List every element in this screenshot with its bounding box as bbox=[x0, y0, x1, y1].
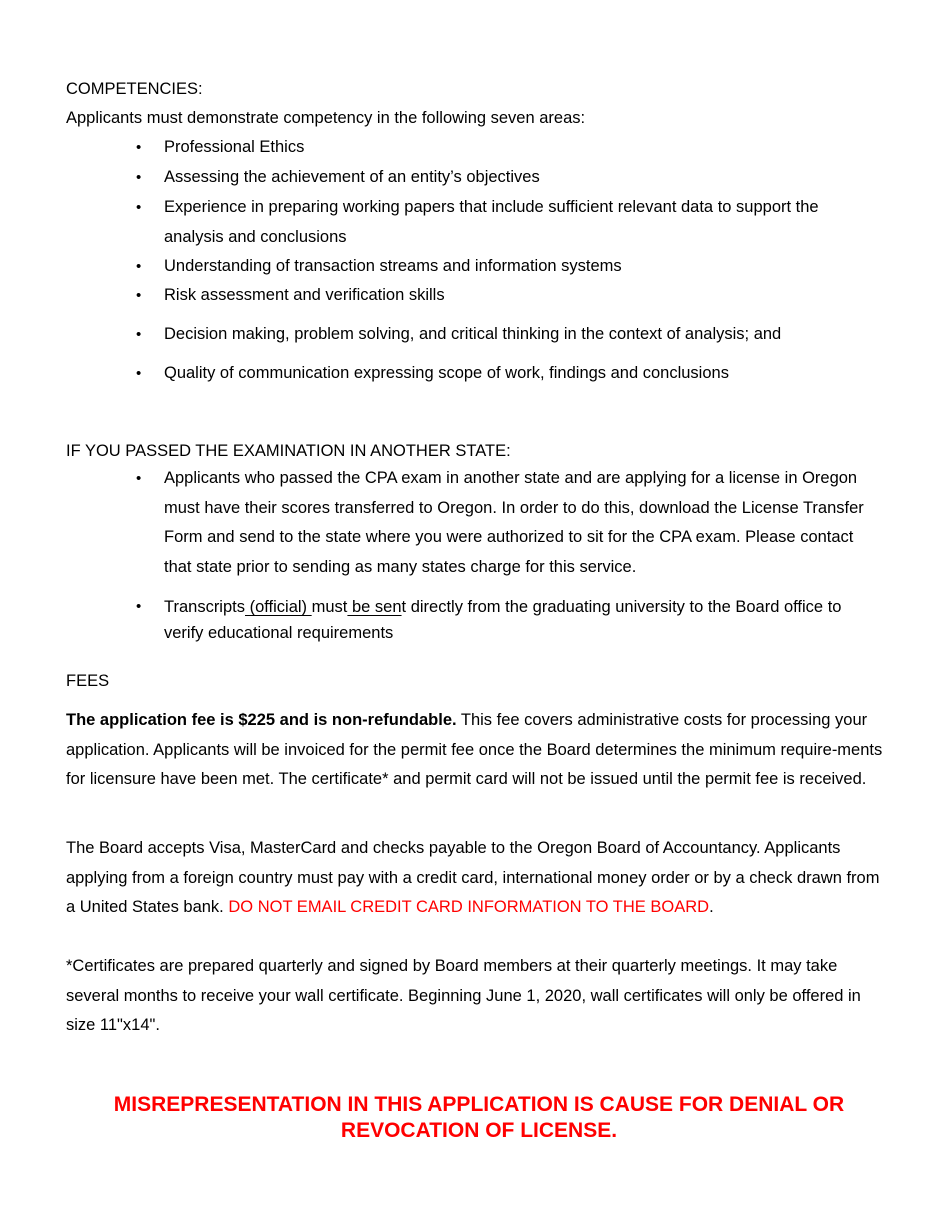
certificate-note: *Certificates are prepared quarterly and signed by Board members at their quarterly meetings. It may take several months to receive your wall certificate. Beginning June 1, 2020, wall certificates will only be offered in size 11"x14". bbox=[66, 957, 861, 1034]
payment-paragraph bbox=[66, 834, 886, 923]
payment-text: The Board accepts Visa, MasterCard and checks payable to the Oregon Board of Accountancy. Applicants applying from a foreign country must pay with a credit card, international money order or by a check drawn from a United States bank. bbox=[66, 839, 880, 916]
payment-period: . bbox=[709, 898, 714, 916]
competencies-intro: Applicants must demonstrate competency in the following seven areas: bbox=[66, 109, 586, 127]
misrepresentation-warning bbox=[66, 1092, 892, 1144]
list-item: • Decision making, problem solving, and critical thinking in the context of analysis; and bbox=[164, 320, 864, 350]
must-text: must bbox=[311, 598, 348, 616]
list-item: • Professional Ethics bbox=[164, 133, 864, 163]
transcripts-rest: t directly from the graduating university to the Board office to verify educational requirements bbox=[164, 598, 842, 642]
warning-line-1: MISREPRESENTATION IN THIS APPLICATION IS CAUSE FOR DENIAL OR bbox=[113, 1093, 845, 1116]
fees-heading: FEES bbox=[66, 672, 110, 690]
another-state-heading: IF YOU PASSED THE EXAMINATION IN ANOTHER STATE: bbox=[66, 442, 511, 460]
list-item: • Risk assessment and verification skills bbox=[164, 281, 864, 311]
official-text: (official) bbox=[245, 598, 312, 616]
transcripts-text: Transcripts bbox=[164, 598, 245, 616]
fee-details-text: This fee covers administrative costs for processing your application. Applicants will be invoiced for the permit fee once the Board determines the minimum require-ments for licensure have been met. The certificate* and permit card will not be issued until the permit fee is received. bbox=[66, 711, 883, 788]
list-item: • Applicants who passed the CPA exam in another state and are applying for a license in Oregon must have their scores transferred to Oregon. In order to do this, download the License Transfer Form and send to the state where you were authorized to sit for the CPA exam. Please contact that state prior to sending as many states charge for this service. bbox=[164, 464, 864, 582]
fees-paragraph bbox=[66, 706, 884, 795]
warning-line-2: REVOCATION OF LICENSE. bbox=[340, 1119, 618, 1142]
list-item: • Quality of communication expressing scope of work, findings and conclusions bbox=[164, 359, 864, 389]
competencies-heading: COMPETENCIES: bbox=[66, 80, 203, 98]
list-item: • Understanding of transaction streams and information systems bbox=[164, 252, 864, 282]
list-item: • Assessing the achievement of an entity’s objectives bbox=[164, 163, 864, 193]
list-item bbox=[164, 594, 876, 646]
be-sent-text: be sen bbox=[347, 598, 402, 616]
list-item: • Experience in preparing working papers that include sufficient relevant data to support the analysis and conclusions bbox=[164, 193, 864, 252]
payment-warning: DO NOT EMAIL CREDIT CARD INFORMATION TO THE BOARD bbox=[228, 898, 710, 916]
fee-amount-text: The application fee is $225 and is non-refundable. bbox=[66, 711, 457, 729]
